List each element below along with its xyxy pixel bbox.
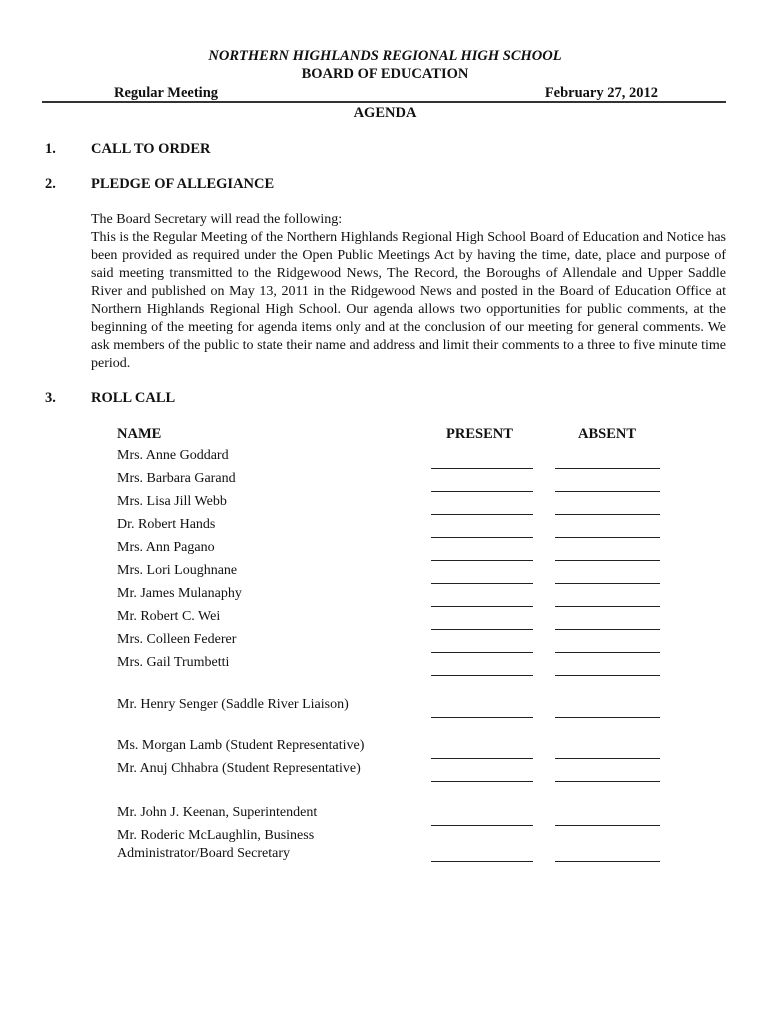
statement-intro: The Board Secretary will read the following: (91, 212, 343, 227)
absent-blank[interactable] (555, 560, 660, 561)
absent-blank[interactable] (555, 468, 660, 469)
present-blank[interactable] (431, 861, 533, 862)
board-title: BOARD OF EDUCATION (301, 66, 469, 82)
absent-blank[interactable] (555, 514, 660, 515)
absent-blank[interactable] (555, 717, 660, 718)
column-header-present: PRESENT (446, 426, 513, 442)
absent-blank[interactable] (555, 491, 660, 492)
member-name: Ms. Morgan Lamb (Student Representative) (117, 738, 365, 753)
absent-blank[interactable] (555, 629, 660, 630)
item-number: 2. (45, 176, 56, 192)
member-name: Mrs. Anne Goddard (117, 448, 229, 463)
meeting-date: February 27, 2012 (544, 85, 658, 101)
present-blank[interactable] (431, 629, 533, 630)
present-blank[interactable] (431, 537, 533, 538)
member-name: Mr. Robert C. Wei (117, 609, 221, 624)
present-blank[interactable] (431, 781, 533, 782)
item-number: 3. (45, 390, 56, 406)
agenda-heading: AGENDA (353, 105, 417, 121)
absent-blank[interactable] (555, 606, 660, 607)
member-name: Dr. Robert Hands (117, 517, 216, 532)
absent-blank[interactable] (555, 825, 660, 826)
statement-text: This is the Regular Meeting of the Northern Highlands Regional High School Board of Education and Notice has been provided as required under the Open Public Meetings Act by having the time, date, place and purpose of said meeting transmitted to the Ridgewood News, The Record, the Boroughs of Allendale and Upper Saddle River and published on May 13, 2011 in the Ridgewood News and posted in the Board of Education Office at Northern Highlands Regional High School. Our agenda allows two opportunities for public comments, at the beginning of the meeting for agenda items only and at the conclusion of our meeting for general comments. We ask members of the public to state their name and address and limit their comments to a three to five minute time period. (91, 230, 726, 371)
absent-blank[interactable] (555, 861, 660, 862)
present-blank[interactable] (431, 675, 533, 676)
member-name: Mr. Roderic McLaughlin, Business (117, 828, 315, 843)
item-title-pledge: PLEDGE OF ALLEGIANCE (91, 176, 275, 192)
column-header-absent: ABSENT (578, 426, 637, 442)
member-name: Mrs. Colleen Federer (117, 632, 237, 647)
present-blank[interactable] (431, 825, 533, 826)
member-name: Mrs. Barbara Garand (117, 471, 236, 486)
absent-blank[interactable] (555, 781, 660, 782)
column-header-name: NAME (117, 426, 162, 442)
meeting-type: Regular Meeting (114, 85, 219, 101)
present-blank[interactable] (431, 583, 533, 584)
present-blank[interactable] (431, 652, 533, 653)
item-number: 1. (45, 141, 56, 157)
absent-blank[interactable] (555, 652, 660, 653)
member-name: Mr. Henry Senger (Saddle River Liaison) (117, 697, 349, 712)
member-name: Mrs. Gail Trumbetti (117, 655, 230, 670)
present-blank[interactable] (431, 758, 533, 759)
absent-blank[interactable] (555, 675, 660, 676)
present-blank[interactable] (431, 514, 533, 515)
present-blank[interactable] (431, 560, 533, 561)
member-name: Mr. John J. Keenan, Superintendent (117, 805, 318, 820)
member-name: Mrs. Lisa Jill Webb (117, 494, 227, 509)
member-name: Mr. James Mulanaphy (117, 586, 242, 601)
present-blank[interactable] (431, 717, 533, 718)
member-name: Mrs. Ann Pagano (117, 540, 215, 555)
present-blank[interactable] (431, 491, 533, 492)
absent-blank[interactable] (555, 583, 660, 584)
member-name: Mr. Anuj Chhabra (Student Representative) (117, 761, 361, 776)
school-title: NORTHERN HIGHLANDS REGIONAL HIGH SCHOOL (208, 48, 562, 64)
member-name-continued: Administrator/Board Secretary (117, 846, 291, 861)
present-blank[interactable] (431, 468, 533, 469)
header-rule (42, 101, 726, 103)
present-blank[interactable] (431, 606, 533, 607)
meeting-statement (91, 211, 726, 373)
absent-blank[interactable] (555, 537, 660, 538)
absent-blank[interactable] (555, 758, 660, 759)
member-name: Mrs. Lori Loughnane (117, 563, 238, 578)
item-title-call-to-order: CALL TO ORDER (91, 141, 211, 157)
item-title-roll-call: ROLL CALL (91, 390, 176, 406)
